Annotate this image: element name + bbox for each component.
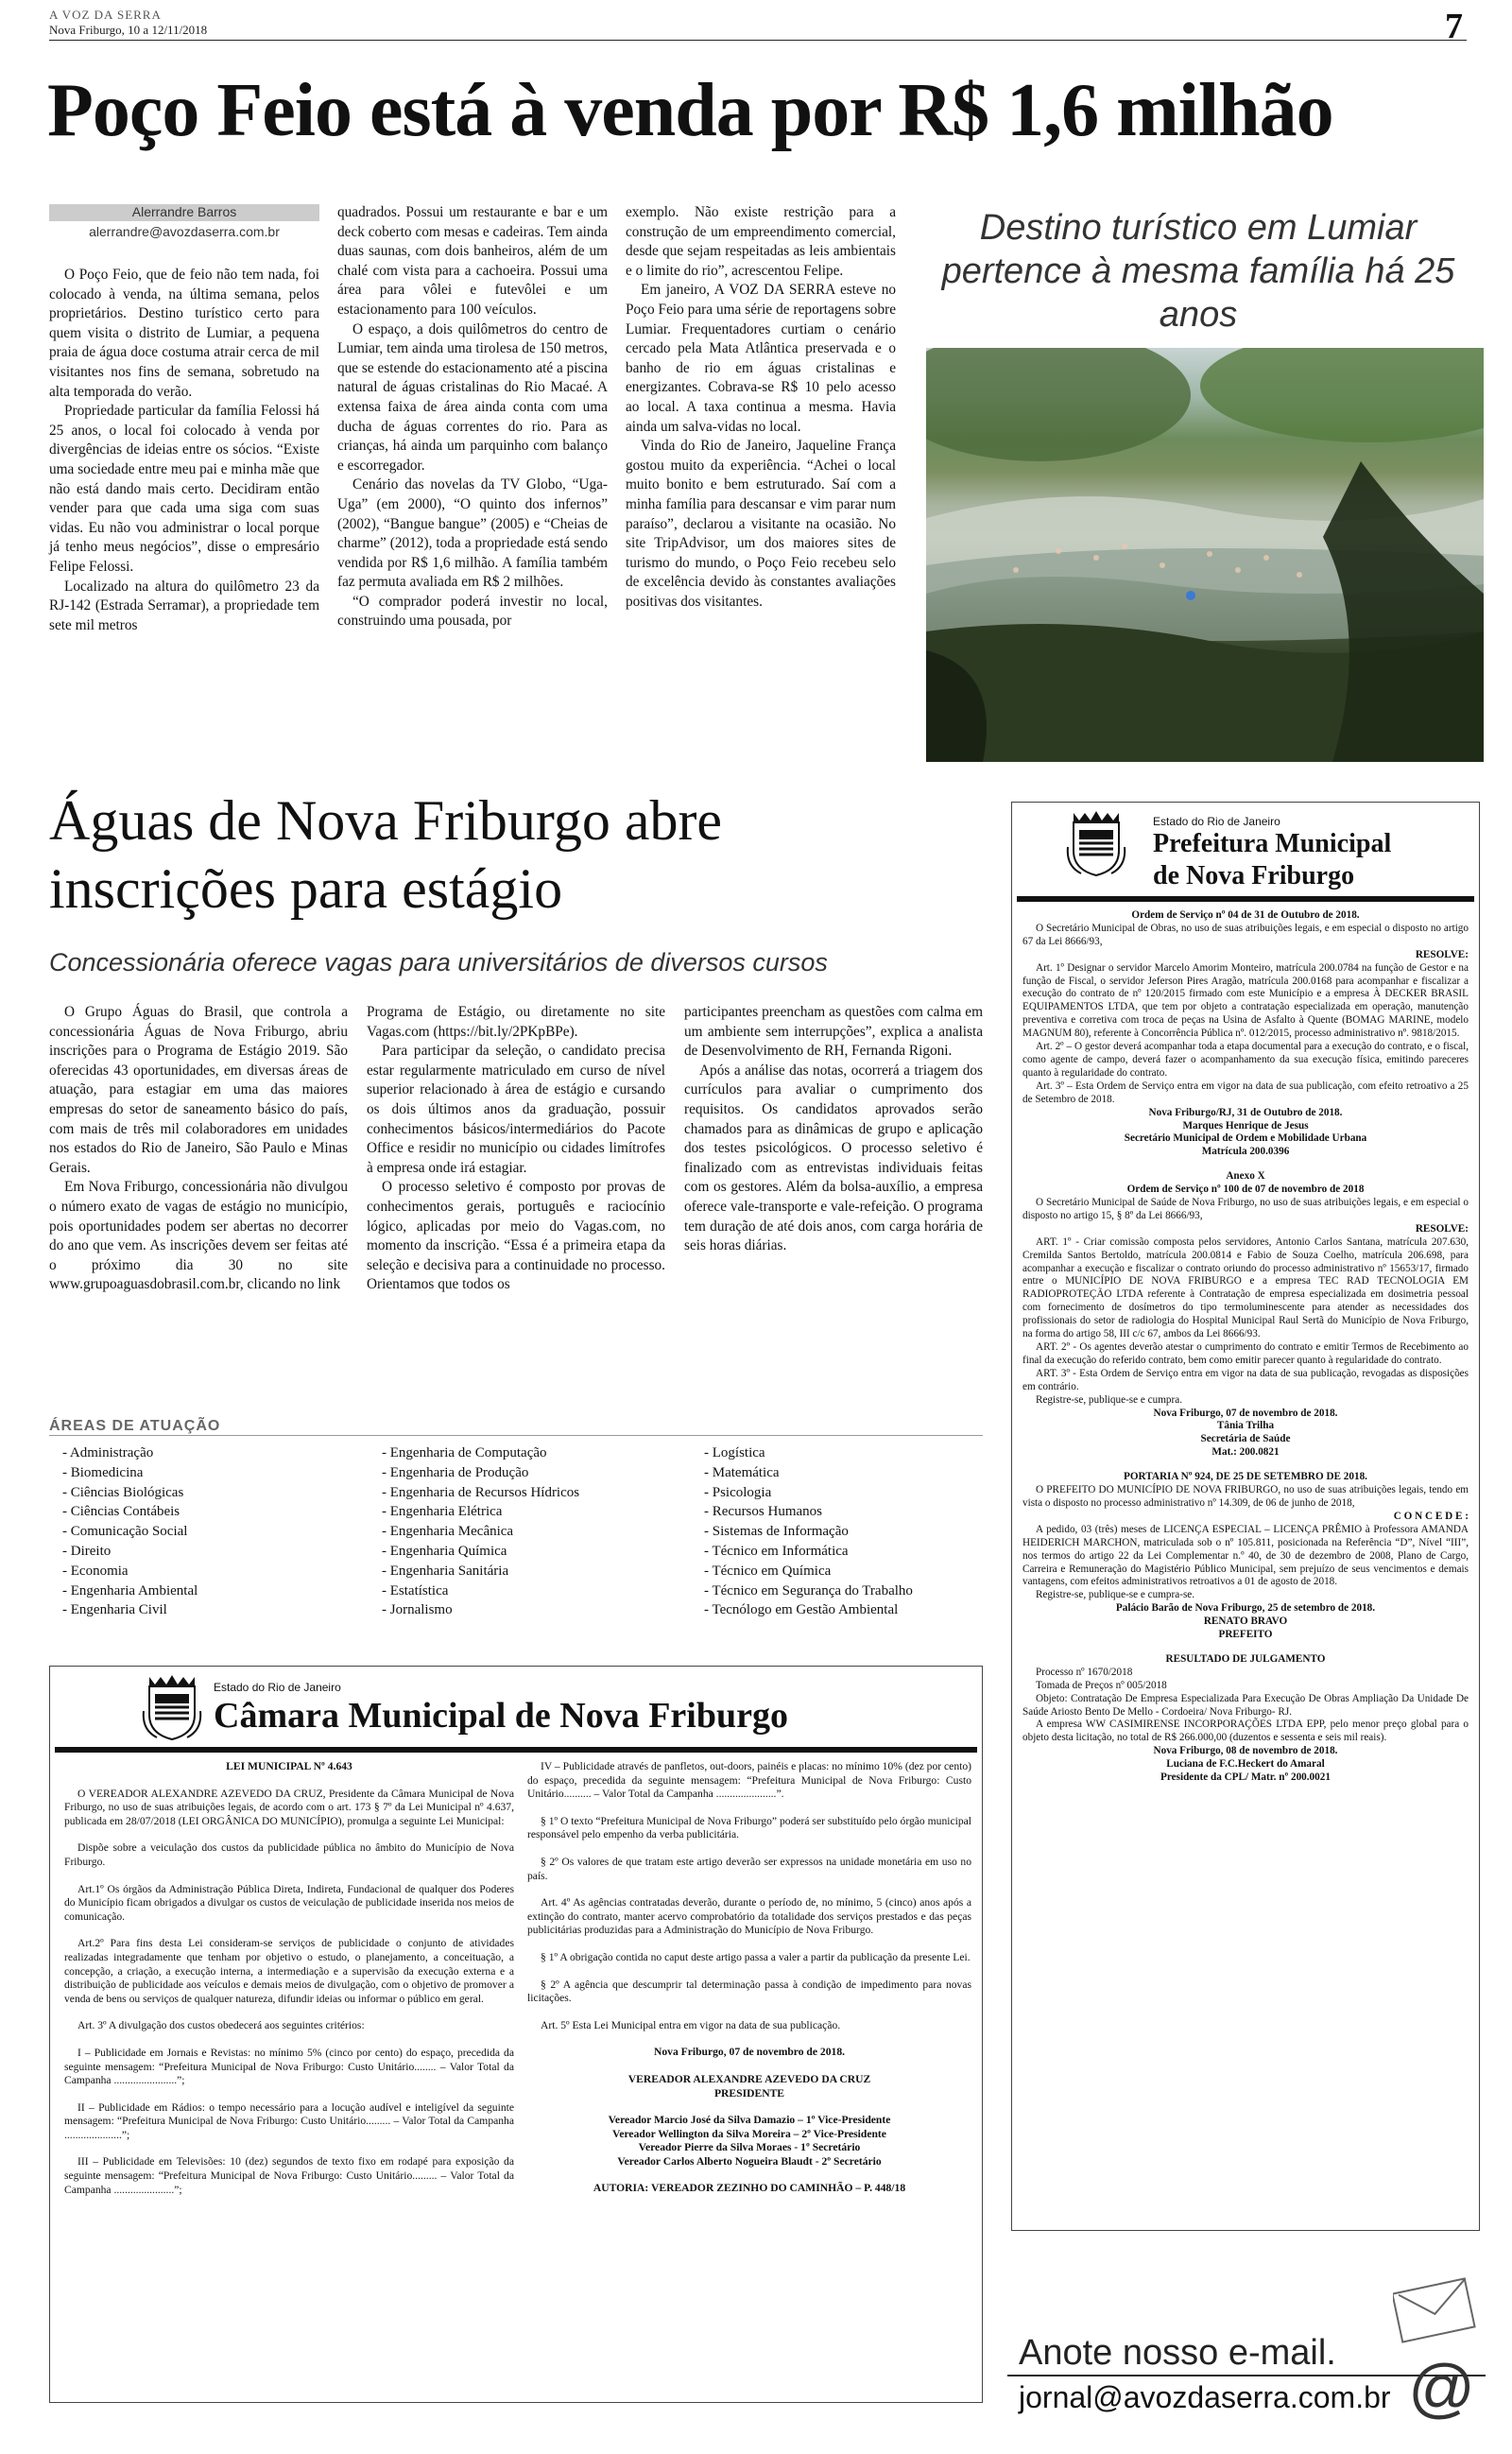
os2-title: Ordem de Serviço nº 100 de 07 de novembro de 2018 — [1126, 1184, 1365, 1196]
prefeitura-title-1: Prefeitura Municipal — [1153, 829, 1392, 858]
aguas-paragraph: O processo seletivo é composto por provas de conhecimentos gerais, português e raciocínio lógico, aplicadas por meio do Vagas.com, no momento da inscrição. “Essa é a primeira etapa da seleção e decisiva para a continuidade no processo. Orientamos que todos os — [367, 1179, 665, 1293]
area-item: - Jornalismo — [382, 1602, 453, 1618]
camara-paragraph: § 2º A agência que descumprir tal determinação passa à condição de impedimento para novas licitações. — [527, 1978, 971, 2005]
camara-vice: Vereador Wellington da Silva Moreira – 2º Vice-Presidente — [612, 2127, 886, 2140]
lead-paragraph: O Poço Feio, que de feio não tem nada, foi colocado à venda, na última semana, pelos proprietários. Destino turístico certo para quem visita o distrito de Lumiar, a pequena praia de água doce costuma atrair cerca de mil visitantes nos fins de semana, sobretudo na alta temporada do verão. — [49, 267, 319, 400]
anexo-title: Anexo X — [1226, 1170, 1265, 1183]
aguas-paragraph: Programa de Estágio, ou diretamente no site Vagas.com (https://bit.ly/2PKpBPe). — [367, 1004, 665, 1040]
aguas-subhead: Concessionária oferece vagas para universitários de diversos cursos — [49, 948, 828, 976]
lead-paragraph: Em janeiro, A VOZ DA SERRA esteve no Poço Feio para uma série de reportagens sobre Lumiar. Frequentadores curtiam o cenário cercado pela Mata Atlântica preservada e o banho de rio em águas cristalinas e energizantes. Cobrava-se R$ 10 pelo acesso ao local. A taxa continua a mesma. Havia ainda um salva-vidas no local. — [626, 282, 896, 435]
byline-author: Alerrandre Barros — [131, 204, 237, 219]
camara-paragraph: IV – Publicidade através de panfletos, out-doors, painéis e placas: no mínimo 10% (dez por cento) do espaço, precedida da seguinte mensagem: “Prefeitura Municipal de Nova Friburgo: Custo Unitário.......... – Valor Total da Campanha ......................”. — [527, 1760, 971, 1801]
prefeitura-paragraph: Art. 1º Designar o servidor Marcelo Amorim Monteiro, matrícula 200.0784 na função de Gestor e na função de Fiscal, o servidor Jeferson Pires Aragão, matrícula 200.0168 para acompanhar e fiscalizar a execução do contrato de nº 120/2015 firmado com este Município e a empresa À DECKER BRASIL EQUIPAMENTOS LTDA, que tem por objeto a contratação especializada em operação, manutenção preventiva e corretiva com troca de peças na Usina de Asfalto à Quente (BOMAG MARINE, modelo MAGNUM 80), referente à Concorrência Pública nº. 012/2015, processo administrativo nº. 9818/2015. — [1022, 961, 1469, 1040]
aguas-paragraph: Após a análise das notas, ocorrerá a triagem dos currículos para avaliar o cumprimento dos requisitos. Os candidatos aprovados serão chamados para as dinâmicas de grupo e aplicação dos testes psicológicos. O processo seletivo é finalizado com as entrevistas individuais feitas com os gestores. Além da bolsa-auxílio, a empresa oferece vale-transporte e vale-refeição. O programa tem duração de até dois anos, com carga horária de seis horas diárias. — [684, 1062, 983, 1254]
portaria-sign: Palácio Barão de Nova Friburgo, 25 de setembro de 2018. — [1115, 1602, 1376, 1615]
areas-list-1 — [62, 1443, 365, 1620]
prefeitura-paragraph: Objeto: Contratação De Empresa Especializada Para Execução De Obras Ampliação Da Unidade De Saúde Ariosto Bento De Mello - Cordoeira/ Nova Friburgo- RJ. — [1022, 1692, 1469, 1718]
lead-paragraph: exemplo. Não existe restrição para a construção de um empreendimento comercial, desde que sejam respeitadas as leis ambientais e o limite do rio”, acrescentou Felipe. — [626, 204, 896, 279]
lead-paragraph: Cenário das novelas da TV Globo, “Uga-Uga” (em 2000), “O quinto dos infernos” (2002), “Bangue bangue” (2005) e “Cheias de charme” (2012), toda a propriedade está sendo vendida por R$ 1,6 milhão. A família também faz permuta avaliada em R$ 2 milhões. — [337, 476, 608, 591]
areas-list-2 — [382, 1443, 684, 1620]
os1-sign: Marques Henrique de Jesus — [1182, 1119, 1309, 1132]
camara-paragraph: Art. 4º As agências contratadas deverão, durante o período de, no mínimo, 5 (cinco) anos após a extinção do contrato, manter acervo comprobatório da totalidade dos serviços prestados e das peças publicitárias produzidas para a Administração do Município de Nova Friburgo. — [527, 1896, 971, 1937]
camara-lei-title: LEI MUNICIPAL Nº 4.643 — [226, 1760, 352, 1772]
camara-vice: Vereador Pierre da Silva Moraes - 1º Secretário — [638, 2141, 861, 2154]
os1-sign: Nova Friburgo/RJ, 31 de Outubro de 2018. — [1148, 1106, 1343, 1118]
prefeitura-paragraph: ART. 1º - Criar comissão composta pelos servidores, Antonio Carlos Santana, matrícula 207.630, Cremilda Santos Bertoldo, matrícula 200.0814 e Fabio de Souza Coelho, matrícula 206.698, para acompanhar a execução e fiscalizar o contrato oriundo do processo administrativo nº 15653/17, firmado entre o MUNICÍPIO DE NOVA FRIBURGO e a empresa TEC RAD TECNOLOGIA EM RADIOPROTEÇÃO LTDA referente à Contratação de empresa especializada em dosimetria pessoal com fornecimento de dosímetros do tipo termoluminescente para atender as necessidades dos profissionais do setor de radiologia do Hospital Municipal Raul Sertã do Município de Nova Friburgo, na forma do artigo 58, III c/c 67, ambos da Lei 8666/93. — [1022, 1236, 1469, 1340]
area-item: - Técnico em Informática — [704, 1543, 849, 1559]
aguas-column-1 — [49, 1003, 348, 1295]
byline-email: alerrandre@avozdaserra.com.br — [89, 224, 280, 239]
camara-paragraph: Dispõe sobre a veiculação dos custos da publicidade pública no âmbito do Município de Nova Friburgo. — [64, 1841, 514, 1868]
portaria-concede: C O N C E D E : — [1393, 1510, 1469, 1522]
prefeitura-paragraph: A empresa WW CASIMIRENSE INCORPORAÇÕES LTDA EPP, pelo menor preço global para o objeto desta licitação, no total de R$ 266.000,00 (duzentos e sessenta e seis mil reais). — [1022, 1719, 1469, 1744]
area-item: - Recursos Humanos — [704, 1504, 822, 1520]
area-item: - Biomedicina — [62, 1464, 144, 1480]
camara-paragraph: II – Publicidade em Rádios: o tempo necessário para a locução audível e inteligível da seguinte mensagem: “Prefeitura Municipal de Nova Friburgo: Custo Unitário......... – Valor Total da Campanha .....................”; — [64, 2100, 514, 2141]
area-item: - Engenharia Mecânica — [382, 1524, 514, 1540]
lead-paragraph: “O comprador poderá investir no local, construindo uma pousada, por — [337, 593, 608, 630]
prefeitura-paragraph: Registre-se, publique-se e cumpra. — [1036, 1393, 1183, 1406]
camara-autoria: AUTORIA: VEREADOR ZEZINHO DO CAMINHÃO – P. 448/18 — [593, 2182, 906, 2195]
camara-paragraph: § 1º A obrigação contida no caput deste artigo passa a valer a partir da publicação da presente Lei. — [541, 1950, 971, 1963]
area-item: - Psicologia — [704, 1484, 772, 1500]
resultado-sign: Presidente da CPL/ Matr. nº 200.0021 — [1160, 1771, 1331, 1784]
area-item: - Técnico em Química — [704, 1563, 832, 1579]
prefeitura-paragraph: Tomada de Preços nº 005/2018 — [1036, 1679, 1167, 1691]
camara-left-column — [64, 1760, 514, 2197]
promo-line-1: Anote nosso e-mail. — [1019, 2333, 1336, 2373]
prefeitura-paragraph: Processo nº 1670/2018 — [1036, 1666, 1133, 1678]
portaria-sign: RENATO BRAVO — [1203, 1616, 1288, 1628]
area-item: - Engenharia Ambiental — [62, 1582, 198, 1599]
area-item: - Engenharia Química — [382, 1543, 507, 1559]
lead-paragraph: Localizado na altura do quilômetro 23 da RJ-142 (Estrada Serramar), a propriedade tem sete mil metros — [49, 578, 319, 633]
masthead-paper-name: A VOZ DA SERRA — [49, 8, 162, 22]
camara-paragraph: O VEREADOR ALEXANDRE AZEVEDO DA CRUZ, Presidente da Câmara Municipal de Nova Friburgo, no uso de suas atribuições legais, de acordo com o art. 173 § 7º da Lei Municipal nº 4.637, publicada em 28/07/2018 (LEI ORGÂNICA DO MUNICÍPIO), promulga a seguinte Lei Municipal: — [64, 1787, 514, 1827]
resultado-sign: Luciana de F.C.Heckert do Amaral — [1166, 1758, 1325, 1771]
at-sign-icon: @ — [1408, 2351, 1476, 2425]
area-item: - Engenharia Civil — [62, 1602, 167, 1618]
area-item: - Técnico em Segurança do Trabalho — [704, 1582, 913, 1599]
area-item: - Sistemas de Informação — [704, 1524, 849, 1540]
prefeitura-rule — [1017, 896, 1474, 902]
camara-paragraph: Art.1º Os órgãos da Administração Pública Direta, Indireta, Fundacional de qualquer dos Poderes do Município ficam obrigados a divulgar os custos de veiculação de publicidade inserida nos meios de comunicação. — [64, 1882, 514, 1923]
os2-sign: Mat.: 200.0821 — [1211, 1446, 1280, 1459]
os2-resolve: RESOLVE: — [1415, 1222, 1469, 1235]
camara-rule — [55, 1747, 977, 1753]
area-item: - Administração — [62, 1445, 154, 1460]
area-item: - Engenharia de Produção — [382, 1464, 529, 1480]
prefeitura-paragraph: Registre-se, publique-se e cumpra-se. — [1036, 1589, 1195, 1601]
os2-sign: Secretária de Saúde — [1200, 1433, 1291, 1445]
prefeitura-paragraph: O Secretário Municipal de Obras, no uso de suas atribuições legais, e em especial o disposto no artigo 67 da Lei 8666/93, — [1022, 922, 1469, 947]
lead-paragraph: quadrados. Possui um restaurante e bar e um deck coberto com mesas e cadeiras. Tem ainda duas saunas, com dois banheiros, além de um chalé com vista para a cachoeira. Possui uma área para vôlei e futevôlei e um estacionamento para 100 veículos. — [337, 204, 608, 318]
os2-sign: Tânia Trilha — [1216, 1420, 1275, 1432]
promo-box — [1007, 2269, 1486, 2429]
os2-sign: Nova Friburgo, 07 de novembro de 2018. — [1153, 1407, 1338, 1419]
photo-caption: Destino turístico em Lumiar pertence à mesma família há 25 anos — [941, 208, 1455, 335]
camara-paragraph: I – Publicidade em Jornais e Revistas: no mínimo 5% (cinco por cento) do espaço, precedida da seguinte mensagem: “Prefeitura Municipal de Nova Friburgo: Custo Unitário........ – Valor Total da Campanha .......................”; — [64, 2046, 514, 2087]
area-item: - Matemática — [704, 1464, 780, 1480]
camara-crest-icon — [142, 1673, 202, 1741]
area-item: - Engenharia Sanitária — [382, 1563, 509, 1579]
area-item: - Estatística — [382, 1582, 449, 1599]
os1-resolve: RESOLVE: — [1415, 948, 1469, 960]
camara-signer: VEREADOR ALEXANDRE AZEVEDO DA CRUZ — [627, 2072, 871, 2085]
prefeitura-paragraph: O PREFEITO DO MUNICÍPIO DE NOVA FRIBURGO, no uso de suas atribuições legais, tendo em vista o disposto no processo administrativo nº 14.309, de 06 de junho de 2018, — [1022, 1484, 1469, 1509]
areas-title: ÁREAS DE ATUAÇÃO — [49, 1418, 221, 1434]
area-item: - Economia — [62, 1563, 129, 1579]
lead-paragraph: Vinda do Rio de Janeiro, Jaqueline França gostou muito da experiência. “Achei o local muito bonito e bem estruturado. Saí com a minha família para descansar e vim parar num paraíso”, declarou a visitante na ocasião. No site TripAdvisor, um dos maiores sites de turismo do mundo, o Poço Feio recebeu selo de excelência devido às constantes avaliações positivas dos visitantes. — [626, 438, 896, 610]
prefeitura-paragraph: Art. 3º – Esta Ordem de Serviço entra em vigor na data de sua publicação, com efeito retroativo a 25 de Setembro de 2018. — [1022, 1080, 1469, 1105]
area-item: - Engenharia Elétrica — [382, 1504, 503, 1520]
prefeitura-title-2: de Nova Friburgo — [1153, 861, 1355, 890]
area-item: - Engenharia de Recursos Hídricos — [382, 1484, 580, 1500]
resultado-title: RESULTADO DE JULGAMENTO — [1165, 1652, 1326, 1665]
aguas-column-3 — [684, 1003, 983, 1256]
area-item: - Ciências Biológicas — [62, 1484, 184, 1500]
areas-rule — [49, 1435, 983, 1436]
lead-paragraph: Propriedade particular da família Felossi há 25 anos, o local foi colocado à venda por divergências de ideias entre os sócios. “Existe uma sociedade entre meu pai e minha mãe que não está dando mais certo. Decidiram então vender para que cada uma siga com suas vidas. Eu não vou administrar o local porque já tenho meus negócios”, disse o empresário Felipe Felossi. — [49, 403, 319, 575]
prefeitura-paragraph: ART. 3º - Esta Ordem de Serviço entra em vigor na data de sua publicação, revogadas as disposições em contrário. — [1022, 1367, 1469, 1392]
prefeitura-paragraph: O Secretário Municipal de Saúde de Nova Friburgo, no uso de suas atribuições legais, e em especial o disposto no artigo 15, § 8º da Lei 8666/93, — [1022, 1197, 1469, 1221]
area-item: - Direito — [62, 1543, 112, 1559]
camara-title: Câmara Municipal de Nova Friburgo — [214, 1696, 788, 1736]
prefeitura-crest-icon — [1066, 809, 1126, 877]
promo-line-2[interactable]: jornal@avozdaserra.com.br — [1019, 2380, 1391, 2414]
lead-column-2 — [337, 203, 608, 631]
camara-state: Estado do Rio de Janeiro — [214, 1681, 341, 1694]
area-item: - Tecnólogo em Gestão Ambiental — [704, 1602, 899, 1618]
camara-paragraph: § 1º O texto “Prefeitura Municipal de Nova Friburgo” poderá ser substituído pelo órgão municipal responsável pelo empenho da verba publicitária. — [527, 1814, 971, 1841]
prefeitura-paragraph: Art. 2º – O gestor deverá acompanhar toda a etapa documental para a execução do contrato, e o fiscal, como agente de campo, deverá fazer o acompanhamento da sua execução física, emitindo pareceres quanto à regularidade do contrato. — [1022, 1041, 1469, 1079]
portaria-sign: PREFEITO — [1218, 1629, 1273, 1641]
camara-vice: Vereador Marcio José da Silva Damazio – 1º Vice-Presidente — [608, 2114, 891, 2127]
camara-paragraph: Art. 3º A divulgação dos custos obedecerá aos seguintes critérios: — [77, 2019, 365, 2032]
masthead-dateline: Nova Friburgo, 10 a 12/11/2018 — [49, 23, 208, 37]
lead-column-3 — [626, 203, 896, 612]
areas-list-3 — [704, 1443, 988, 1620]
area-item: - Ciências Contábeis — [62, 1504, 180, 1520]
aguas-paragraph: Para participar da seleção, o candidato precisa estar regularmente matriculado em curso de nível superior relacionado à área de estágio e cursando os dois últimos anos da graduação, possuir conhecimentos básicos/intermediários do Pacote Office e residir no município ou cidades limítrofes à empresa onde irá estagiar. — [367, 1043, 665, 1176]
camara-paragraph: § 2º Os valores de que tratam este artigo deverão ser expressos na unidade monetária em uso no país. — [527, 1855, 971, 1882]
prefeitura-paragraph: A pedido, 03 (três) meses de LICENÇA ESPECIAL – LICENÇA PRÊMIO à Professora AMANDA HEIDERICH MARCHON, matriculada sob o nº 105.811, posicionada na Referência “D”, Nível “III”, nos termos do artigo 22 da Lei Complementar n.º 40, de 30 de dezembro de 2008, Plano de Cargo, Carreira e Remuneração do Magistério Público Municipal, sem prejuízo de seus vencimentos e demais vantagens, com efeitos administrativos retroativos a 01 de agosto de 2018. — [1022, 1523, 1469, 1588]
masthead-rule — [49, 40, 1467, 41]
aguas-headline: Águas de Nova Friburgo abre inscrições para estágio — [49, 789, 723, 920]
os1-sign: Matrícula 200.0396 — [1201, 1146, 1290, 1158]
area-item: - Logística — [704, 1445, 765, 1460]
aguas-column-2 — [367, 1003, 665, 1295]
lead-paragraph: O espaço, a dois quilômetros do centro de Lumiar, tem ainda uma tirolesa de 150 metros, que se estende do estacionamento até a piscina natural de águas cristalinas do Rio Macaé. A extensa faixa de área ainda conta com uma ducha de águas correntes do rio. Para as crianças, há ainda um parquinho com balanço e escorregador. — [337, 320, 608, 474]
prefeitura-paragraph: ART. 2º - Os agentes deverão atestar o cumprimento do contrato e emitir Termos de Recebimento ao final da execução do referido contrato, bem como emitir parecer quanto à regularidade do contrato. — [1022, 1341, 1469, 1366]
camara-vice: Vereador Carlos Alberto Nogueira Blaudt - 2º Secretário — [617, 2154, 882, 2168]
camara-signer-role: PRESIDENTE — [713, 2086, 785, 2100]
camara-paragraph: Art.2º Para fins desta Lei consideram-se serviços de publicidade o conjunto de atividades realizadas integradamente que tenham por objetivo o estudo, o planejamento, a conceituação, a concepção, a criação, a execução interna, a intermediação e a supervisão da execução externa e a distribuição de publicidade aos veículos e demais meios de divulgação, com o objetivo de promover a venda de bens ou serviços de qualquer natureza, difundir ideias ou informar o público em geral. — [64, 1937, 514, 2005]
area-item: - Comunicação Social — [62, 1524, 188, 1540]
prefeitura-body — [1022, 909, 1469, 1785]
camara-date: Nova Friburgo, 07 de novembro de 2018. — [653, 2046, 846, 2059]
camara-paragraph: III – Publicidade em Televisões: 10 (dez) segundos de texto fixo em rodapé para exposição da seguinte mensagem: “Prefeitura Municipal de Nova Friburgo: Custo Unitário......... – Valor Total da Campanha ......................”; — [64, 2155, 514, 2196]
envelope-icon — [1393, 2273, 1484, 2348]
page-number: 7 — [1445, 7, 1463, 46]
resultado-sign: Nova Friburgo, 08 de novembro de 2018. — [1153, 1745, 1338, 1757]
portaria-title: PORTARIA Nº 924, DE 25 DE SETEMBRO DE 2018. — [1124, 1471, 1367, 1483]
camara-paragraph: Art. 5º Esta Lei Municipal entra em vigor na data de sua publicação. — [541, 2018, 841, 2031]
aguas-paragraph: participantes preencham as questões com calma em um ambiente sem interrupções”, explica a analista de Desenvolvimento de RH, Fernanda Rigoni. — [684, 1004, 983, 1060]
aguas-paragraph: O Grupo Águas do Brasil, que controla a concessionária Águas de Nova Friburgo, abriu inscrições para o Programa de Estágio 2019. São oferecidas 43 oportunidades, em diversas áreas de atuação, para estagiar em uma das maiores empresas do setor de saneamento básico do país, com mais de três mil colaboradores em unidades nos estados do Rio de Janeiro, São Paulo e Minas Gerais. — [49, 1004, 348, 1176]
os1-title: Ordem de Serviço nº 04 de 31 de Outubro de 2018. — [1131, 909, 1360, 921]
camara-right-column — [527, 1760, 971, 2196]
waterfall-photo — [926, 348, 1484, 762]
prefeitura-state: Estado do Rio de Janeiro — [1153, 815, 1280, 828]
aguas-paragraph: Em Nova Friburgo, concessionária não divulgou o número exato de vagas de estágio no município, pois oportunidades podem ser abertas no decorrer do ano que vem. As inscrições devem ser feitas até o próximo dia 30 no site www.grupoaguasdobrasil.com.br, clicando no link — [49, 1179, 348, 1293]
lead-column-1 — [49, 266, 319, 635]
waterfall-photo-art — [926, 348, 1484, 762]
lead-headline: Poço Feio está à venda por R$ 1,6 milhão — [47, 69, 1333, 152]
os1-sign: Secretário Municipal de Ordem e Mobilidade Urbana — [1124, 1132, 1367, 1145]
area-item: - Engenharia de Computação — [382, 1445, 547, 1460]
